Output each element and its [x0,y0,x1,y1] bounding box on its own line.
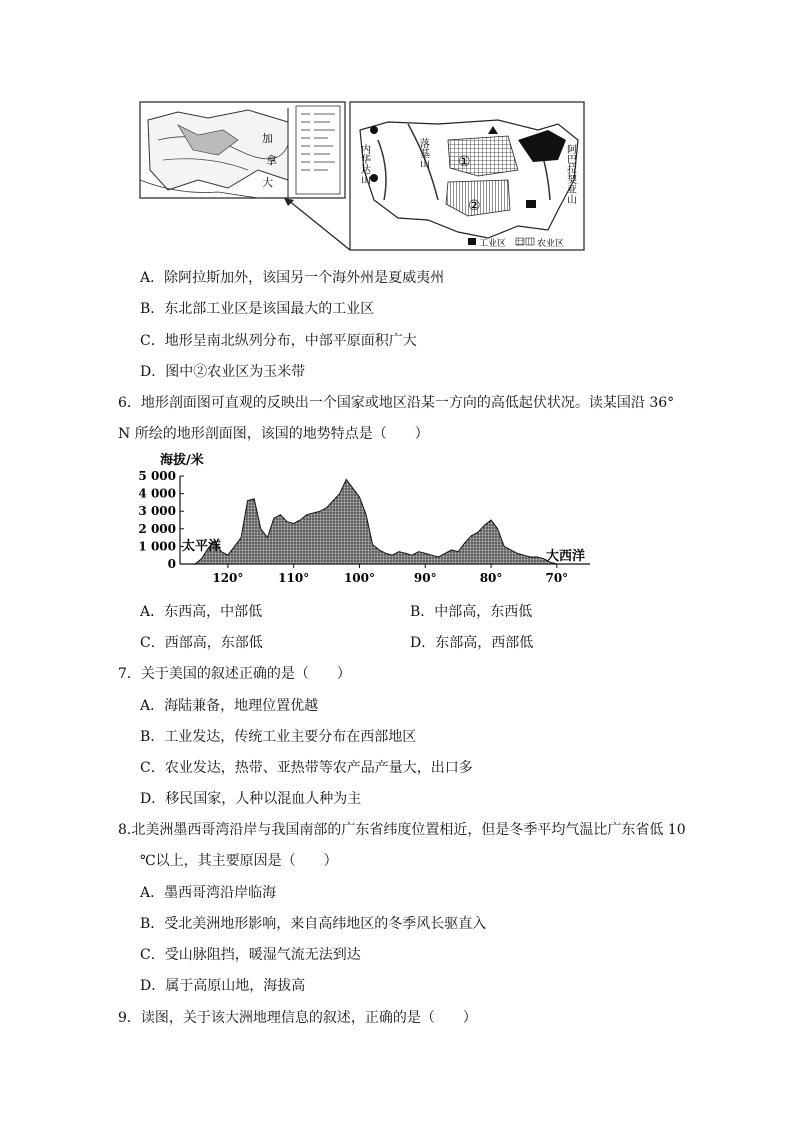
x-tick-label: 70° [545,571,569,585]
q8-option-b: B．受北美洲地形影响，来自高纬地区的冬季风长驱直入 [140,916,487,932]
q8-stem-line-1: 8.北美洲墨西哥湾沿岸与我国南部的广东省纬度位置相近，但是冬季平均气温比广东省低 10 [118,822,686,838]
q6-option-a: A．东西高，中部低 [140,604,263,620]
q8-option-d: D．属于高原山地，海拔高 [140,978,306,994]
connector-arrow [288,200,350,250]
q6-stem-line-2: N 所绘的地形剖面图，该国的地势特点是（ ） [118,426,429,442]
q7-option-a: A．海陆兼备，地理位置优越 [140,698,319,714]
region-2-label: ② [468,198,481,214]
canada-label-3: 大 [262,176,273,189]
q5-option-c: C．地形呈南北纵列分布，中部平原面积广大 [140,333,417,349]
q8-option-a: A．墨西哥湾沿岸临海 [140,885,277,901]
x-tick-label: 90° [413,571,437,585]
terrain-area [195,480,557,565]
atlantic-ocean-label: 大西洋 [546,549,586,564]
nevada-mountains-label: 内华达山 [358,144,370,184]
q7-option-c: C．农业发达，热带、亚热带等农产品产量大，出口多 [140,760,473,776]
x-tick-label: 100° [343,571,376,585]
y-tick-label: 1 000 [138,539,176,554]
q7-option-d: D．移民国家，人种以混血人种为主 [140,791,362,807]
q7-option-b: B．工业发达，传统工业主要分布在西部地区 [140,729,417,745]
canada-label-1: 加 [262,132,273,145]
rocky-mountains-label: 落基山 [417,138,429,168]
legend-industry-label: 工业区 [479,239,507,249]
y-tick-label: 2 000 [138,521,176,536]
q5-option-b: B．东北部工业区是该国最大的工业区 [140,301,375,317]
q5-option-d: D．图中②农业区为玉米带 [140,364,306,380]
appalachian-mountains-label: 阿巴拉契亚山 [564,144,576,204]
q5-option-a: A．除阿拉斯加外，该国另一个海外州是夏威夷州 [140,270,445,286]
q8-option-c: C．受山脉阻挡，暖湿气流无法到达 [140,947,361,963]
alaska-inset-map [140,102,345,198]
q6-stem-line-1: 6．地形剖面图可直观的反映出一个国家或地区沿某一方向的高低起伏状况。读某国沿 36° [118,395,675,411]
question-5-maps [138,100,586,252]
region-1-label: ① [458,154,471,170]
q6-option-d: D．东部高，西部低 [410,635,534,651]
pacific-ocean-label: 太平洋 [182,539,222,554]
y-tick-label: 4 000 [138,486,176,501]
legend-agriculture-label: 农业区 [537,239,565,249]
terrain-profile-chart [138,452,600,590]
y-tick-label: 5 000 [138,469,176,483]
q8-stem-line-2: ℃以上，其主要原因是（ ） [140,853,338,869]
q6-option-b: B．中部高，东西低 [410,604,533,620]
x-tick-label: 120° [212,571,244,585]
x-tick-label: 110° [278,571,310,585]
y-axis-title: 海拔/米 [160,453,204,468]
usa-map [350,102,584,250]
y-tick-label: 0 [167,557,176,571]
canada-label-2: 拿 [266,154,277,167]
alaska-legend-box [296,106,340,194]
y-tick-label: 3 000 [138,504,176,519]
q9-stem: 9．读图，关于该大洲地理信息的叙述，正确的是（ ） [118,1010,477,1026]
q7-stem: 7．关于美国的叙述正确的是（ ） [118,666,351,682]
x-tick-label: 80° [479,571,503,585]
q6-option-c: C．西部高，东部低 [140,635,263,651]
